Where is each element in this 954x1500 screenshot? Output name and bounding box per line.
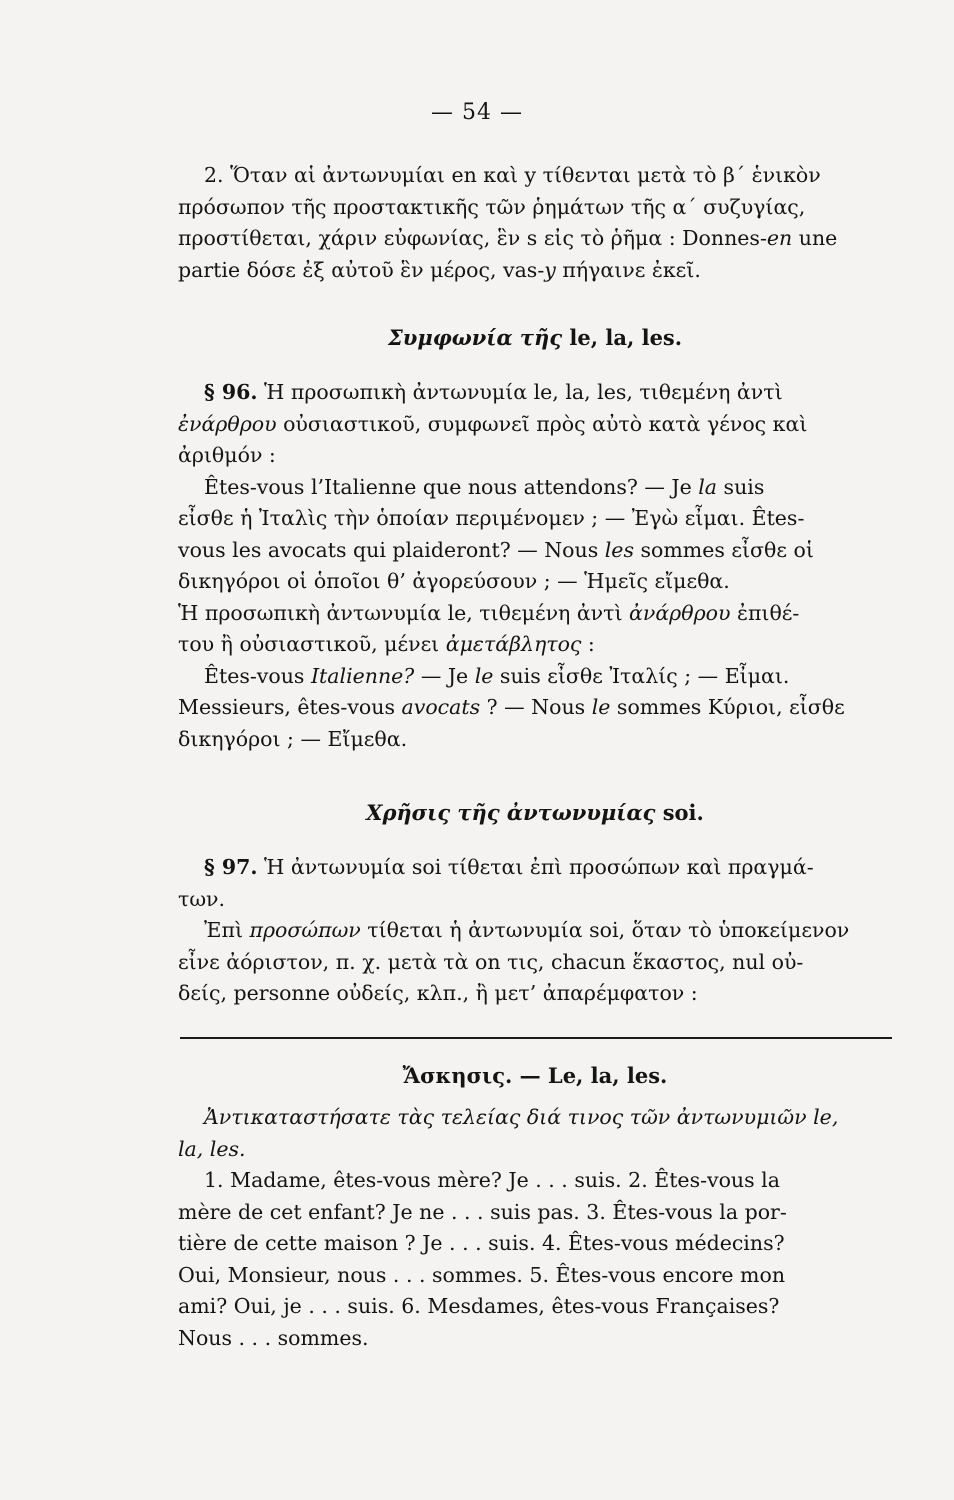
s97-line-3: Ἐπὶ προσώπων τίθεται ἡ ἀντωνυμία soi, ὅταν τὸ ὑποκείμενον	[204, 918, 850, 942]
s96-line-2: ἐνάρθρου οὐσιαστικοῦ, συμφωνεῖ πρὸς αὐτὸ κατὰ γένος καὶ	[178, 411, 808, 436]
s96-example-2: εἶσθε ἡ Ἰταλὶς τὴν ὁποίαν περιμένομεν ; — Ἐγὼ εἶμαι. Êtes-	[178, 506, 805, 530]
exercise-line-1: 1. Madame, êtes-vous mère? Je . . . suis. 2. Êtes-vous la	[204, 1168, 780, 1192]
s96-rule-2: του ἢ οὐσιαστικοῦ, μένει ἀμετάβλητος :	[178, 632, 595, 656]
s96-example-4: δικηγόροι οἱ ὁποῖοι θ’ ἀγορεύσουν ; — Ἡμεῖς εἴμεθα.	[178, 569, 730, 593]
p2-line-2: πρόσωπον τῆς προστακτικῆς τῶν ῥημάτων τῆς α΄ συζυγίας,	[178, 194, 806, 219]
s97-line-4: εἶνε ἀόριστον, π. χ. μετὰ τὰ on τις, chacun ἕκαστος, nul οὐ-	[178, 949, 804, 974]
s96-example-7: δικηγόροι ; — Εἴμεθα.	[178, 726, 408, 751]
exercise-line-4: Oui, Monsieur, nous . . . sommes. 5. Êtes-vous encore mon	[178, 1262, 786, 1287]
heading-soi: Χρῆσις τῆς ἀντωνυμίας soi.	[366, 800, 704, 825]
section-divider	[180, 1037, 892, 1039]
exercise-title: Ἄσκησις. — Le, la, les.	[402, 1063, 668, 1088]
s97-line-2: των.	[178, 886, 226, 911]
s97-line-1: § 97. Ἡ ἀντωνυμία soi τίθεται ἐπὶ προσώπων καὶ πραγμά-	[204, 855, 814, 879]
s96-example-3: vous les avocats qui plaideront? — Nous les sommes εἶσθε οἱ	[178, 537, 814, 562]
s96-example-5: Êtes-vous Italienne? — Je le suis εἶσθε Ἰταλίς ; — Εἶμαι.	[204, 663, 790, 688]
exercise-body	[178, 1102, 892, 1354]
heading-symfonia: Συμφωνία τῆς le, la, les.	[387, 325, 683, 350]
section-96	[178, 377, 892, 755]
s96-example-6: Messieurs, êtes-vous avocats ? — Nous le sommes Κύριοι, εἶσθε	[178, 695, 845, 719]
exercise-line-6: Nous . . . sommes.	[178, 1325, 369, 1350]
p2-line-4: partie δόσε ἐξ αὐτοῦ ἓν μέρος, vas-y πήγαινε ἐκεῖ.	[178, 257, 701, 282]
p2-line-3: προστίθεται, χάριν εὐφωνίας, ἓν s εἰς τὸ ῥῆμα : Donnes-en une	[178, 226, 838, 250]
section-97	[178, 852, 892, 1010]
exercise-instruction-2: la, les.	[178, 1136, 246, 1161]
s97-line-5: δείς, personne οὐδείς, κλπ., ἢ μετ’ ἀπαρέμφατον :	[178, 981, 698, 1005]
s96-line-3: ἀριθμόν :	[178, 443, 276, 467]
s96-example-1: Êtes-vous l’Italienne que nous attendons? — Je la suis	[204, 474, 765, 499]
exercise-line-2: mère de cet enfant? Je ne . . . suis pas. 3. Êtes-vous la por-	[178, 1199, 787, 1224]
page-number: — 54 —	[431, 100, 523, 125]
exercise-line-3: tière de cette maison ? Je . . . suis. 4. Êtes-vous médecins?	[178, 1231, 785, 1255]
s96-rule-1: Ἡ προσωπικὴ ἀντωνυμία le, τιθεμένη ἀντὶ ἀνάρθρου ἐπιθέ-	[178, 600, 800, 625]
exercise-line-5: ami? Oui, je . . . suis. 6. Mesdames, êtes-vous Françaises?	[178, 1294, 780, 1318]
p2-line-1: 2. Ὅταν αἱ ἀντωνυμίαι en καὶ y τίθενται μετὰ τὸ β΄ ἑνικὸν	[204, 163, 821, 187]
exercise-instruction-1: Ἀντικαταστήσατε τὰς τελείας διά τινος τῶν ἀντωνυμιῶν le,	[204, 1105, 839, 1129]
s96-line-1: § 96. Ἡ προσωπικὴ ἀντωνυμία le, la, les, τιθεμένη ἀντὶ	[204, 380, 783, 404]
paragraph-2	[178, 160, 892, 286]
